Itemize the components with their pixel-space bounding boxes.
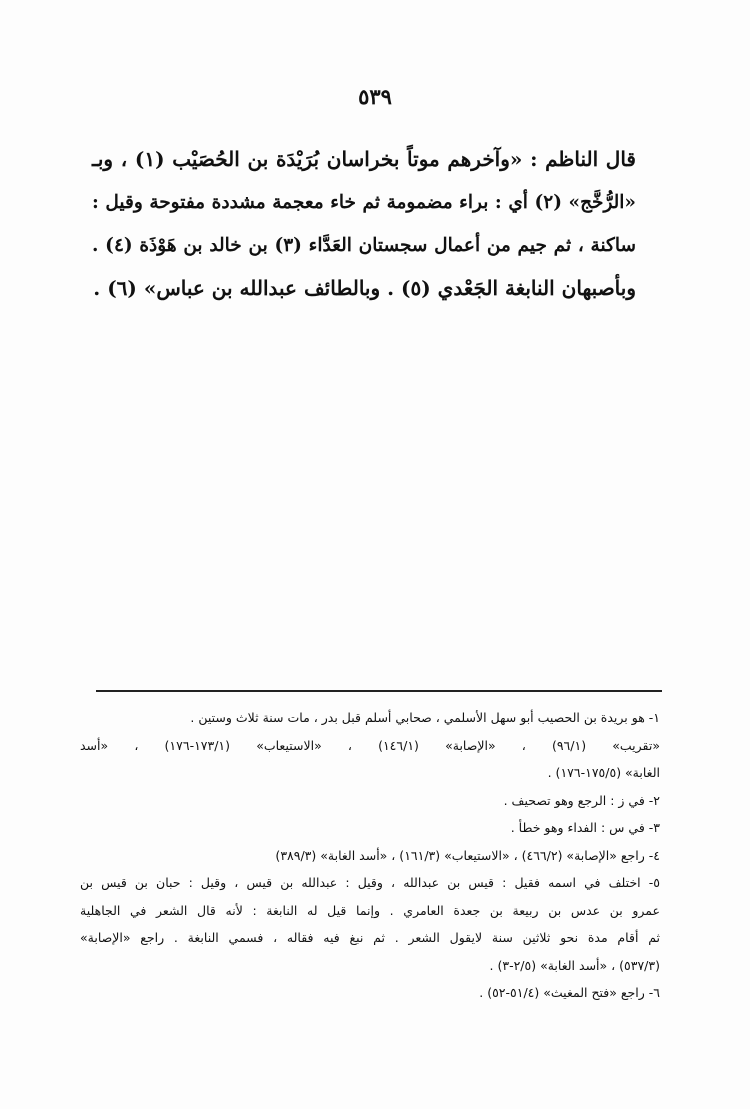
footnote-divider (96, 690, 662, 692)
main-text-line: وبأصبهان النابغة الجَعْدي (٥) . وبالطائف عبدالله بن عباس» (٦) . (93, 276, 636, 300)
footnote-line: ٦- راجع «فتح المغيث» (٥١/٤-٥٢) . (479, 985, 660, 1000)
footnote-line: ثم أقام مدة نحو ثلاثين سنة لايقول الشعر . ثم نبغ فيه فقاله ، فسمي النابغة . راجع «الإصابة» (80, 930, 660, 945)
footnote-line: ٣- في س : الفداء وهو خطأ . (510, 820, 660, 835)
footnote-line: الغابة» (١٧٥/٥-١٧٦) . (547, 765, 660, 780)
footnote-line: ٤- راجع «الإصابة» (٤٦٦/٢) ، «الاستيعاب» (١٦١/٣) ، «أسد الغابة» (٣٨٩/٣) (275, 847, 660, 863)
footnote-line: عمرو بن عدس بن ربيعة بن جعدة العامري . وإنما قيل له النابغة : لأنه قال الشعر في الجاهلية (80, 902, 660, 918)
footnote-line: ١- هو بريدة بن الحصيب أبو سهل الأسلمي ، صحابي أسلم قبل بدر ، مات سنة ثلاث وستين . (190, 710, 660, 725)
footnote-line: ٢- في ز : الرجع وهو تصحيف . (503, 792, 660, 808)
main-text-line: ساكنة ، ثم جيم من أعمال سجستان العَدَّاء (٣) بن خالد بن هَوْذَة (٤) . (92, 235, 636, 256)
main-text-line: «الرُّخَّج» (٢) أي : براء مضمومة ثم خاء معجمة مشددة مفتوحة وقيل : (92, 192, 636, 213)
page-number: ٥٣٩ (358, 84, 392, 109)
footnotes-block (80, 704, 660, 1007)
footnote-line: ٥- اختلف في اسمه فقيل : قيس بن عبدالله ، وقيل : عبدالله بن قيس ، وقيل : حبان بن قيس بن (80, 875, 660, 890)
footnote-line: (٥٣٧/٣) ، «أسد الغابة» (٢/٥-٣) . (489, 957, 660, 973)
footnote-line: «تقريب» (٩٦/١) ، «الإصابة» (١٤٦/١) ، «الاستيعاب» (١٧٣/١-١٧٦) ، «أسد (80, 737, 660, 753)
main-text-block (92, 138, 636, 310)
main-text-line: قال الناظم : «وآخرهم موتاً بخراسان بُرَيْدَة بن الحُصَيْب (١) ، وبـ (92, 147, 636, 171)
